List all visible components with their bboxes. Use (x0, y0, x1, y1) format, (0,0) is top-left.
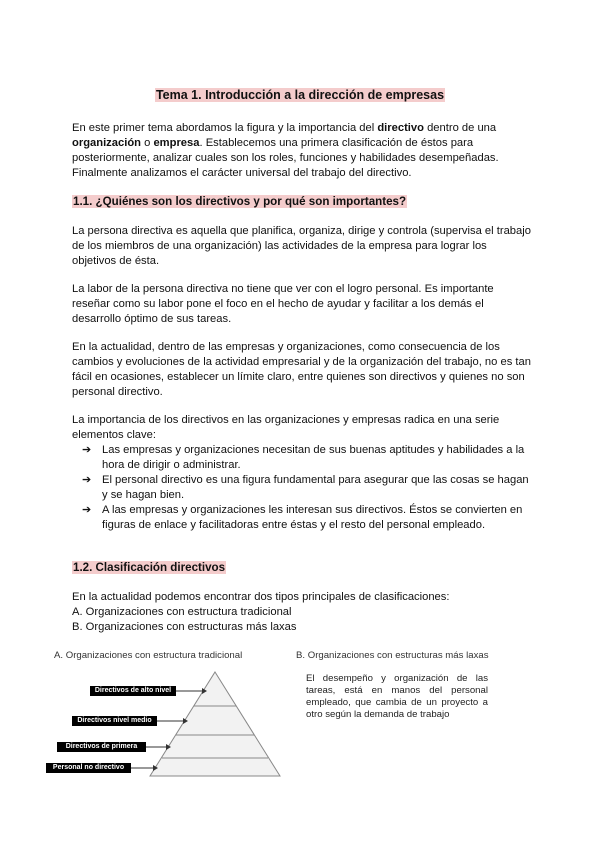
section-1-heading-text: 1.1. ¿Quiénes son los directivos y por qué son importantes? (73, 195, 407, 208)
level-label-non-directive: Personal no directivo (46, 763, 131, 773)
figure-label-a: A. Organizaciones con estructura tradicional (54, 650, 243, 661)
intro-bold-directivo: directivo (377, 122, 424, 134)
level-label-middle: Directivos nivel medio (72, 716, 157, 726)
intro-bold-organizacion: organización (72, 137, 141, 149)
arrow-icon: ➔ (82, 444, 92, 456)
figure-text-b: El desempeño y organización de las tareas, está en manos del personal empleado, que cambia de un proyecto a otro según la demanda de trabajo (306, 673, 488, 720)
section-2-heading-text: 1.2. Clasificación directivos (73, 561, 226, 574)
list-item (80, 443, 532, 473)
key-elements-list (80, 443, 532, 533)
section-1-paragraph-1: La persona directiva es aquella que planifica, organiza, dirige y controla (supervisa el trabajo de los miembros de una organización) las actividades de la empresa para lograr los objetivos de ésta. (72, 225, 531, 267)
list-item-text: Las empresas y organizaciones necesitan de sus buenas aptitudes y habilidades a la hora de dirigir o administrar. (102, 444, 525, 471)
intro-bold-empresa: empresa (153, 137, 200, 149)
intro-text-2: dentro de una (423, 122, 497, 134)
figure-label-b: B. Organizaciones con estructuras más laxas (296, 650, 489, 661)
arrow-icon: ➔ (82, 474, 92, 486)
classification-item-b: B. Organizaciones con estructuras más laxas (72, 621, 297, 633)
list-item-text: El personal directivo es una figura fundamental para asegurar que las cosas se hagan y se hagan bien. (102, 474, 529, 501)
intro-text-4: . Establecemos una primera clasificación de éstos para posteriormente, analizar cuales son los roles, funciones y habilidades desempeñadas. Finalmente analizamos el carácter universal del trabajo del directivo. (72, 137, 499, 179)
intro-paragraph (72, 121, 532, 181)
list-item (80, 473, 532, 503)
classification-item-a: A. Organizaciones con estructura tradicional (72, 606, 292, 618)
section-2-heading (72, 561, 226, 574)
section-1-paragraph-2: La labor de la persona directiva no tiene que ver con el logro personal. Es importante reseñar como su labor pone el foco en el hecho de ayudar y facilitar a los demás el desarrollo óptimo de sus tareas. (72, 283, 494, 325)
intro-text-1: En este primer tema abordamos la figura y la importancia del (72, 122, 378, 134)
list-item (80, 503, 532, 533)
title-text: Tema 1. Introducción a la dirección de empresas (155, 88, 445, 102)
intro-text-3: o (141, 137, 154, 149)
section-1-paragraph-3: En la actualidad, dentro de las empresas y organizaciones, como consecuencia de los cambios y evoluciones de la actividad empresarial y de la organización del trabajo, no es tan fácil en ocasiones, establecer un límite claro, entre quienes son directivos y quienes no son personal directivo. (72, 341, 531, 398)
page-title (0, 88, 600, 102)
list-item-text: A las empresas y organizaciones les interesan sus directivos. Éstos se convierten en figuras de enlace y facilitadoras entre éstas y el resto del personal empleado. (102, 504, 523, 531)
arrow-icon: ➔ (82, 504, 92, 516)
section-1-heading (72, 195, 407, 208)
section-1-paragraph-4: La importancia de los directivos en las organizaciones y empresas radica en una serie elementos clave: (72, 414, 500, 441)
section-2-paragraph-1: En la actualidad podemos encontrar dos tipos principales de clasificaciones: (72, 591, 450, 603)
level-label-first-line: Directivos de primera línea (57, 742, 146, 752)
level-label-top: Directivos de alto nivel (90, 686, 176, 696)
